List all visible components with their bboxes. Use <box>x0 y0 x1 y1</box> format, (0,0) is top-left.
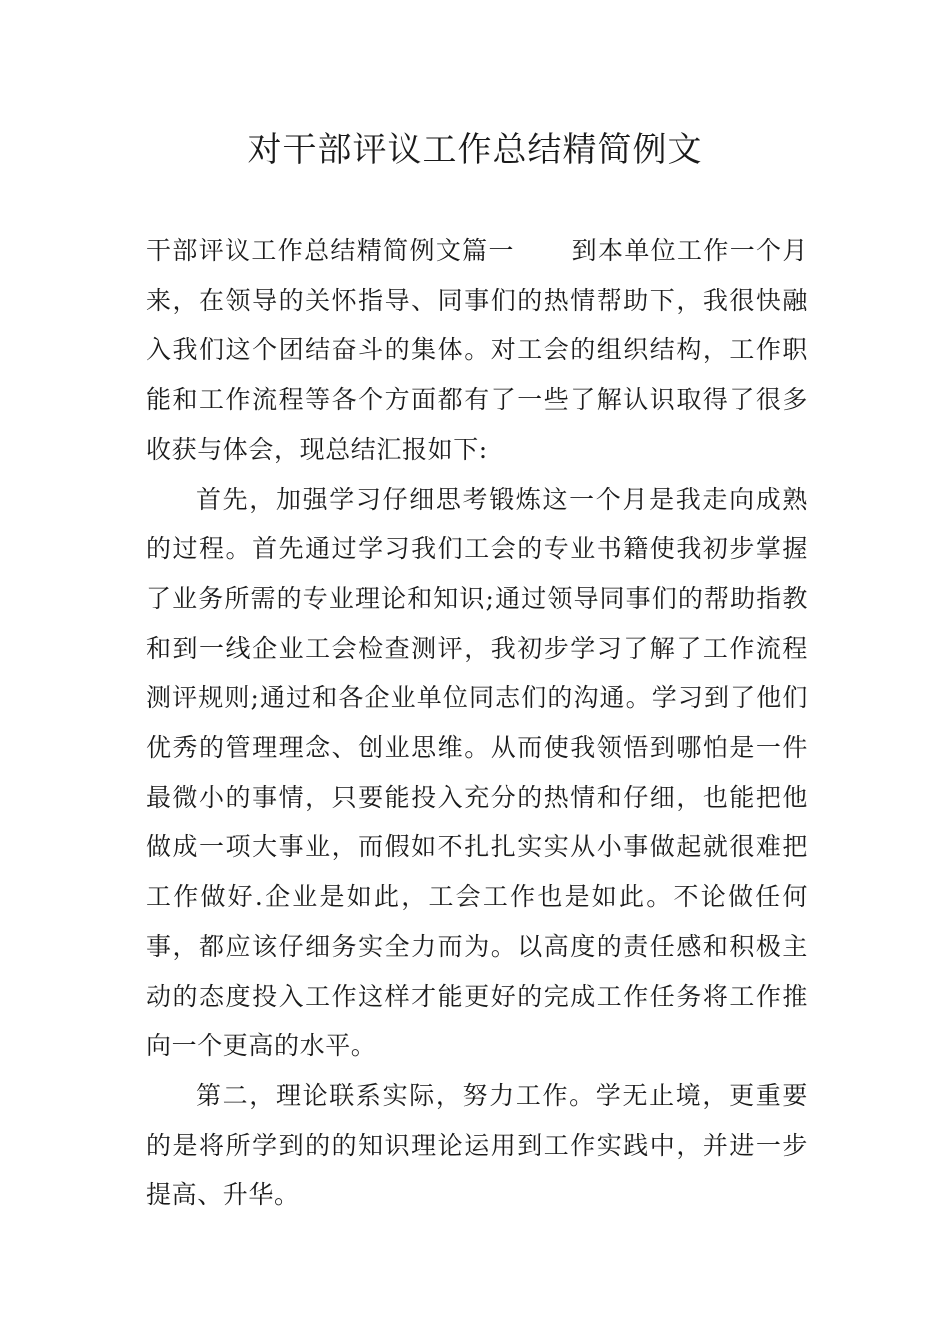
paragraph-1 <box>146 226 808 475</box>
paragraph-1-text: 到本单位工作一个月来，在领导的关怀指导、同事们的热情帮助下，我很快融入我们这个团结奋斗的集体。对工会的组织结构，工作职能和工作流程等各个方面都有了一些了解认识取得了很多收获与体会，现总结汇报如下: <box>146 236 809 464</box>
document-title: 对干部评议工作总结精简例文 <box>247 130 703 170</box>
paragraph-2: 首先，加强学习仔细思考锻炼这一个月是我走向成熟的过程。首先通过学习我们工会的专业书籍使我初步掌握了业务所需的专业理论和知识;通过领导同事们的帮助指教和到一线企业工会检查测评，我初步学习了解了工作流程测评规则;通过和各企业单位同志们的沟通。学习到了他们优秀的管理理念、创业思维。从而使我领悟到哪怕是一件最微小的事情，只要能投入充分的热情和仔细，也能把他做成一项大事业，而假如不扎扎实实从小事做起就很难把工作做好.企业是如此，工会工作也是如此。不论做任何事，都应该仔细务实全力而为。以高度的责任感和积极主动的态度投入工作这样才能更好的完成工作任务将工作推向一个更高的水平。 <box>146 484 808 1061</box>
document-body <box>146 226 808 1220</box>
paragraph-3: 第二，理论联系实际，努力工作。学无止境，更重要的是将所学到的的知识理论运用到工作实践中，并进一步提高、升华。 <box>146 1080 808 1210</box>
paragraph-1-lead: 干部评议工作总结精简例文篇一 <box>146 236 515 265</box>
